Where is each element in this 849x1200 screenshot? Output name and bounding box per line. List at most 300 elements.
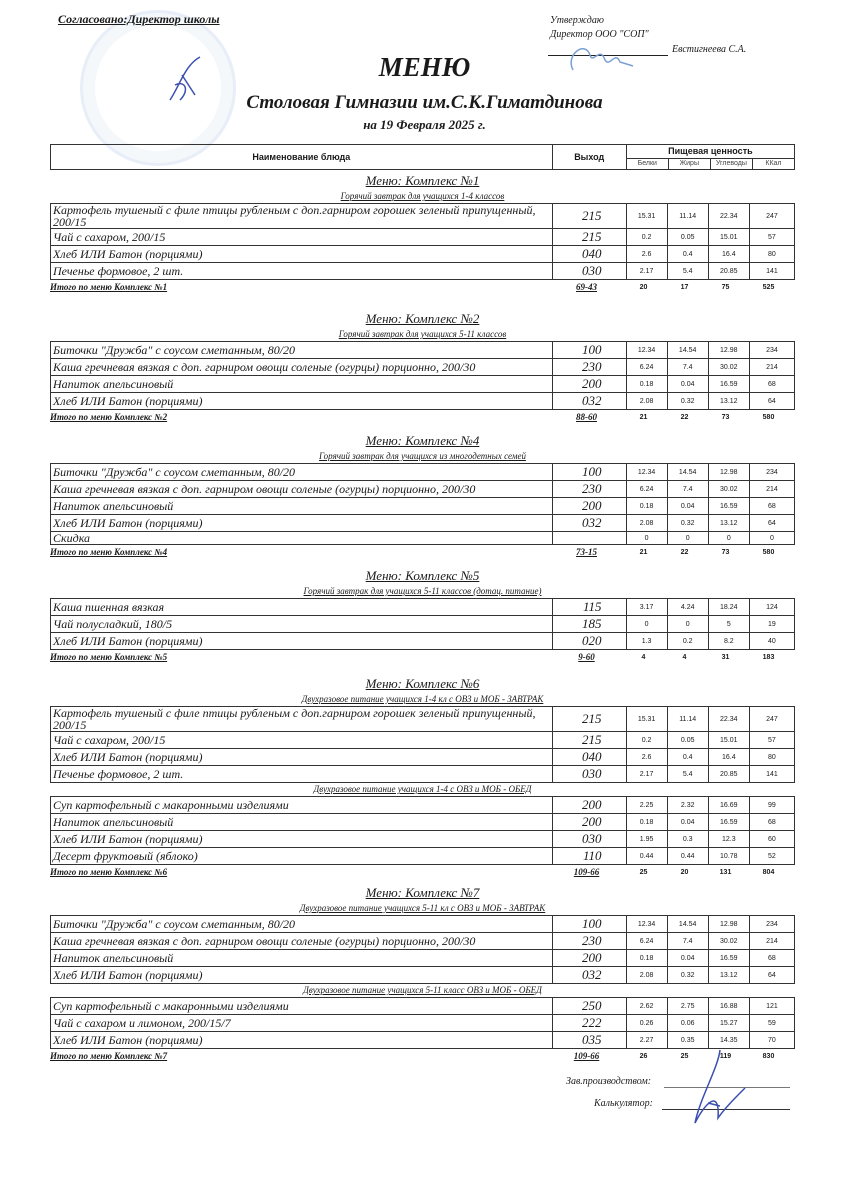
dish-kcal: 68 (749, 814, 794, 831)
dish-output: 030 (553, 263, 626, 280)
complex-title: Меню: Комплекс №2 (365, 311, 480, 326)
dish-output: 215 (553, 732, 626, 749)
dish-name: Печенье формовое, 2 шт. (51, 263, 553, 280)
table-row (51, 481, 795, 498)
dish-fat: 0.04 (667, 376, 708, 393)
dish-fat: 4.24 (667, 599, 708, 616)
total-label: Итого по меню Комплекс №2 (50, 412, 168, 422)
table-header (50, 144, 795, 170)
dish-fat: 7.4 (667, 933, 708, 950)
dish-kcal: 99 (749, 797, 794, 814)
table-row (51, 933, 795, 950)
column-carbs-header: Углеводы (710, 158, 752, 169)
dish-fat: 2.75 (667, 998, 708, 1015)
dish-output: 215 (553, 204, 626, 229)
approval-block (550, 14, 649, 42)
dish-carbs: 8.2 (708, 633, 749, 650)
dish-kcal: 64 (749, 515, 794, 532)
dish-name: Хлеб ИЛИ Батон (порциями) (51, 515, 553, 532)
dish-fat: 0.3 (667, 831, 708, 848)
calculator-signature-icon (690, 1048, 750, 1128)
dish-carbs: 16.4 (708, 246, 749, 263)
column-nutrition-header: Пищевая ценность (626, 145, 794, 159)
table-row (51, 616, 795, 633)
table-row (51, 246, 795, 263)
meal-group-subtitle: Двухразовое питание учащихся 1-4 с ОВЗ и МОБ - ОБЕД (313, 784, 532, 794)
dish-kcal: 124 (749, 599, 794, 616)
dish-protein: 1.3 (626, 633, 667, 650)
table-row (51, 749, 795, 766)
total-price: 109-66 (573, 867, 600, 877)
dish-protein: 12.34 (626, 464, 667, 481)
dish-protein: 12.34 (626, 342, 667, 359)
dish-protein: 0 (626, 532, 667, 545)
dish-kcal: 234 (749, 342, 794, 359)
dish-name: Чай полусладкий, 180/5 (51, 616, 553, 633)
dish-output: 035 (553, 1032, 626, 1049)
approve-line-1: Утверждаю (550, 15, 604, 26)
dish-kcal: 247 (749, 204, 794, 229)
dish-kcal: 64 (749, 393, 794, 410)
calculator-label: Калькулятор: (594, 1098, 653, 1109)
dish-protein: 6.24 (626, 359, 667, 376)
dish-fat: 0.32 (667, 967, 708, 984)
dish-kcal: 68 (749, 498, 794, 515)
dish-output: 032 (553, 393, 626, 410)
dish-protein: 0 (626, 616, 667, 633)
dish-protein: 2.27 (626, 1032, 667, 1049)
table-row (51, 707, 795, 732)
dish-output: 230 (553, 359, 626, 376)
total-label: Итого по меню Комплекс №5 (50, 652, 168, 662)
dish-name: Биточки "Дружба" с соусом сметанным, 80/20 (51, 916, 553, 933)
dish-carbs: 30.02 (708, 359, 749, 376)
dish-output: 032 (553, 515, 626, 532)
total-kcal: 525 (762, 283, 775, 291)
dish-name: Биточки "Дружба" с соусом сметанным, 80/20 (51, 464, 553, 481)
dish-name: Напиток апельсиновый (51, 950, 553, 967)
dish-table (50, 796, 795, 865)
dish-kcal: 19 (749, 616, 794, 633)
dish-name: Чай с сахаром, 200/15 (51, 732, 553, 749)
dish-name: Печенье формовое, 2 шт. (51, 766, 553, 783)
table-row (51, 229, 795, 246)
dish-fat: 11.14 (667, 707, 708, 732)
dish-output: 200 (553, 950, 626, 967)
dish-protein: 1.95 (626, 831, 667, 848)
dish-protein: 0.18 (626, 950, 667, 967)
complex-title: Меню: Комплекс №7 (365, 885, 480, 900)
dish-fat: 0.4 (667, 246, 708, 263)
dish-output: 200 (553, 498, 626, 515)
table-row (51, 998, 795, 1015)
complex-title: Меню: Комплекс №6 (365, 676, 480, 691)
dish-kcal: 57 (749, 229, 794, 246)
table-row (51, 1015, 795, 1032)
dish-output: 230 (553, 481, 626, 498)
dish-fat: 0.32 (667, 515, 708, 532)
dish-name: Суп картофельный с макаронными изделиями (51, 998, 553, 1015)
table-row (51, 766, 795, 783)
dish-fat: 7.4 (667, 481, 708, 498)
complex-total-row (50, 410, 795, 424)
column-protein-header: Белки (626, 158, 668, 169)
dish-name: Картофель тушеный с филе птицы рубленым с доп.гарниром горошек зеленый припущенный, 200/15 (51, 707, 553, 732)
dish-name: Каша гречневая вязкая с доп. гарниром овощи соленые (огурцы) порционно, 200/30 (51, 933, 553, 950)
dish-name: Каша гречневая вязкая с доп. гарниром овощи соленые (огурцы) порционно, 200/30 (51, 481, 553, 498)
dish-table (50, 598, 795, 650)
dish-name: Суп картофельный с макаронными изделиями (51, 797, 553, 814)
dish-carbs: 22.34 (708, 707, 749, 732)
dish-name: Напиток апельсиновый (51, 498, 553, 515)
dish-name: Биточки "Дружба" с соусом сметанным, 80/20 (51, 342, 553, 359)
table-row (51, 814, 795, 831)
dish-carbs: 16.4 (708, 749, 749, 766)
dish-output: 100 (553, 916, 626, 933)
dish-table (50, 341, 795, 410)
dish-kcal: 40 (749, 633, 794, 650)
dish-carbs: 12.3 (708, 831, 749, 848)
dish-kcal: 59 (749, 1015, 794, 1032)
dish-kcal: 52 (749, 848, 794, 865)
school-stamp (80, 10, 236, 166)
dish-protein: 0.18 (626, 814, 667, 831)
table-row (51, 1032, 795, 1049)
total-kcal: 580 (762, 548, 775, 556)
dish-table (50, 203, 795, 280)
total-fat: 22 (680, 548, 689, 556)
dish-output: 032 (553, 967, 626, 984)
dish-protein: 12.34 (626, 916, 667, 933)
dish-name: Хлеб ИЛИ Батон (порциями) (51, 749, 553, 766)
meal-group-subtitle: Двухразовое питание учащихся 1-4 кл с ОВЗ и МОБ - ЗАВТРАК (301, 694, 544, 704)
dish-protein: 2.08 (626, 967, 667, 984)
dish-carbs: 12.98 (708, 916, 749, 933)
dish-protein: 0.18 (626, 376, 667, 393)
total-price: 69-43 (576, 282, 597, 292)
complex-section (50, 567, 795, 664)
dish-kcal: 141 (749, 263, 794, 280)
dish-carbs: 15.01 (708, 732, 749, 749)
dish-output: 020 (553, 633, 626, 650)
dish-table (50, 915, 795, 984)
table-row (51, 967, 795, 984)
total-carbs: 119 (719, 1052, 732, 1060)
total-protein: 20 (639, 283, 648, 291)
dish-output: 200 (553, 797, 626, 814)
dish-name: Десерт фруктовый (яблоко) (51, 848, 553, 865)
total-carbs: 73 (721, 548, 730, 556)
total-kcal: 804 (762, 868, 775, 876)
dish-protein: 6.24 (626, 481, 667, 498)
dish-carbs: 14.35 (708, 1032, 749, 1049)
dish-carbs: 13.12 (708, 967, 749, 984)
dish-name: Каша пшенная вязкая (51, 599, 553, 616)
dish-carbs: 30.02 (708, 933, 749, 950)
dish-fat: 0.32 (667, 393, 708, 410)
complex-total-row (50, 545, 795, 559)
dish-name: Напиток апельсиновый (51, 376, 553, 393)
dish-protein: 2.25 (626, 797, 667, 814)
dish-protein: 2.17 (626, 766, 667, 783)
table-row (51, 797, 795, 814)
dish-fat: 0.04 (667, 950, 708, 967)
dish-kcal: 64 (749, 967, 794, 984)
dish-name: Напиток апельсиновый (51, 814, 553, 831)
dish-kcal: 247 (749, 707, 794, 732)
table-row (51, 359, 795, 376)
dish-carbs: 16.59 (708, 376, 749, 393)
dish-name: Хлеб ИЛИ Батон (порциями) (51, 633, 553, 650)
complex-title: Меню: Комплекс №4 (365, 433, 480, 448)
dish-fat: 0.05 (667, 229, 708, 246)
dish-fat: 0.04 (667, 498, 708, 515)
approve-line-2: Директор ООО "СОП" (550, 29, 649, 40)
dish-name: Хлеб ИЛИ Батон (порциями) (51, 1032, 553, 1049)
dish-name: Скидка (51, 532, 553, 545)
dish-carbs: 0 (708, 532, 749, 545)
dish-protein: 0.18 (626, 498, 667, 515)
canteen-name: Столовая Гимназии им.С.К.Гиматдинова (246, 92, 603, 113)
dish-kcal: 57 (749, 732, 794, 749)
dish-carbs: 18.24 (708, 599, 749, 616)
table-row (51, 732, 795, 749)
dish-fat: 5.4 (667, 766, 708, 783)
total-label: Итого по меню Комплекс №4 (50, 547, 168, 557)
dish-kcal: 214 (749, 933, 794, 950)
dish-output: 100 (553, 342, 626, 359)
dish-fat: 0.35 (667, 1032, 708, 1049)
total-fat: 20 (680, 868, 689, 876)
meal-group-subtitle: Горячий завтрак для учащихся 5-11 классов (338, 329, 507, 339)
dish-name: Чай с сахаром, 200/15 (51, 229, 553, 246)
column-name-header: Наименование блюда (51, 145, 553, 170)
dish-carbs: 20.85 (708, 766, 749, 783)
dish-fat: 0 (667, 532, 708, 545)
dish-fat: 0.44 (667, 848, 708, 865)
dish-table (50, 997, 795, 1049)
table-row (51, 498, 795, 515)
dish-kcal: 141 (749, 766, 794, 783)
dish-fat: 0 (667, 616, 708, 633)
total-price: 109-66 (573, 1051, 600, 1061)
total-label: Итого по меню Комплекс №6 (50, 867, 168, 877)
table-row (51, 532, 795, 545)
total-carbs: 73 (721, 413, 730, 421)
dish-fat: 0.2 (667, 633, 708, 650)
meal-group-subtitle: Двухразовое питание учащихся 5-11 класс ОВЗ и МОБ - ОБЕД (303, 985, 542, 995)
total-carbs: 75 (721, 283, 730, 291)
menu-date: на 19 Февраля 2025 г. (363, 117, 486, 132)
total-protein: 25 (639, 868, 648, 876)
dish-output: 115 (553, 599, 626, 616)
total-carbs: 131 (719, 868, 732, 876)
dish-carbs: 22.34 (708, 204, 749, 229)
meal-group-subtitle: Горячий завтрак для учащихся из многодетных семей (319, 451, 526, 461)
dish-carbs: 5 (708, 616, 749, 633)
total-protein: 4 (641, 653, 646, 661)
dish-carbs: 15.01 (708, 229, 749, 246)
dish-kcal: 0 (749, 532, 794, 545)
dish-kcal: 214 (749, 359, 794, 376)
dish-carbs: 15.27 (708, 1015, 749, 1032)
dish-kcal: 70 (749, 1032, 794, 1049)
dish-table (50, 706, 795, 783)
total-fat: 22 (680, 413, 689, 421)
dish-carbs: 16.69 (708, 797, 749, 814)
dish-protein: 15.31 (626, 707, 667, 732)
dish-carbs: 13.12 (708, 393, 749, 410)
dish-table (50, 463, 795, 545)
dish-carbs: 16.88 (708, 998, 749, 1015)
dish-fat: 0.05 (667, 732, 708, 749)
dish-kcal: 121 (749, 998, 794, 1015)
dish-protein: 0.2 (626, 229, 667, 246)
dish-output: 110 (553, 848, 626, 865)
table-row (51, 831, 795, 848)
column-kcal-header: ККал (752, 158, 794, 169)
dish-name: Хлеб ИЛИ Батон (порциями) (51, 831, 553, 848)
total-fat: 4 (682, 653, 687, 661)
meal-group-subtitle: Двухразовое питание учащихся 5-11 кл с ОВЗ и МОБ - ЗАВТРАК (299, 903, 546, 913)
table-row (51, 204, 795, 229)
dish-fat: 5.4 (667, 263, 708, 280)
table-row (51, 376, 795, 393)
dish-output: 200 (553, 814, 626, 831)
total-kcal: 830 (762, 1052, 775, 1060)
table-row (51, 515, 795, 532)
dish-carbs: 16.59 (708, 814, 749, 831)
dish-fat: 7.4 (667, 359, 708, 376)
dish-protein: 2.6 (626, 749, 667, 766)
dish-protein: 2.08 (626, 515, 667, 532)
dish-fat: 14.54 (667, 464, 708, 481)
dish-output: 040 (553, 246, 626, 263)
agreed-label: Согласовано:Директор школы (58, 12, 220, 26)
meal-group-subtitle: Горячий завтрак для учащихся 5-11 классов (дотац. питание) (303, 586, 542, 596)
dish-output: 230 (553, 933, 626, 950)
dish-fat: 14.54 (667, 916, 708, 933)
dish-carbs: 16.59 (708, 498, 749, 515)
dish-output: 030 (553, 831, 626, 848)
total-kcal: 580 (762, 413, 775, 421)
total-fat: 17 (680, 283, 689, 291)
total-carbs: 31 (721, 653, 730, 661)
dish-carbs: 10.78 (708, 848, 749, 865)
total-kcal: 183 (762, 653, 775, 661)
dish-carbs: 12.98 (708, 342, 749, 359)
dish-output: 185 (553, 616, 626, 633)
dish-output: 030 (553, 766, 626, 783)
dish-carbs: 16.59 (708, 950, 749, 967)
dish-carbs: 12.98 (708, 464, 749, 481)
table-row (51, 848, 795, 865)
table-row (51, 599, 795, 616)
column-output-header: Выход (552, 145, 626, 170)
dish-fat: 2.32 (667, 797, 708, 814)
dish-output: 215 (553, 229, 626, 246)
table-row (51, 916, 795, 933)
complex-total-row (50, 865, 795, 879)
dish-fat: 0.06 (667, 1015, 708, 1032)
dish-carbs: 30.02 (708, 481, 749, 498)
dish-protein: 2.62 (626, 998, 667, 1015)
table-row (51, 464, 795, 481)
complex-total-row (50, 280, 795, 294)
dish-carbs: 20.85 (708, 263, 749, 280)
dish-output (553, 532, 626, 545)
dish-protein: 6.24 (626, 933, 667, 950)
dish-name: Чай с сахаром и лимоном, 200/15/7 (51, 1015, 553, 1032)
table-row (51, 342, 795, 359)
complex-section (50, 884, 795, 1063)
total-protein: 26 (639, 1052, 648, 1060)
dish-name: Хлеб ИЛИ Батон (порциями) (51, 967, 553, 984)
total-price: 73-15 (576, 547, 597, 557)
total-label: Итого по меню Комплекс №7 (50, 1051, 168, 1061)
dish-output: 200 (553, 376, 626, 393)
dish-protein: 15.31 (626, 204, 667, 229)
column-fat-header: Жиры (668, 158, 710, 169)
dish-kcal: 68 (749, 376, 794, 393)
dish-fat: 14.54 (667, 342, 708, 359)
dish-name: Картофель тушеный с филе птицы рубленым с доп.гарниром горошек зеленый припущенный, 200/15 (51, 204, 553, 229)
total-fat: 25 (680, 1052, 689, 1060)
dish-kcal: 234 (749, 916, 794, 933)
total-price: 9-60 (578, 652, 595, 662)
complex-section (50, 432, 795, 559)
dish-protein: 2.17 (626, 263, 667, 280)
dish-name: Хлеб ИЛИ Батон (порциями) (51, 393, 553, 410)
dish-output: 215 (553, 707, 626, 732)
dish-fat: 11.14 (667, 204, 708, 229)
page-title: МЕНЮ (378, 52, 471, 82)
dish-output: 250 (553, 998, 626, 1015)
total-protein: 21 (639, 548, 648, 556)
dish-fat: 0.04 (667, 814, 708, 831)
table-row (51, 950, 795, 967)
dish-protein: 0.44 (626, 848, 667, 865)
table-row (51, 263, 795, 280)
complex-total-row (50, 1049, 795, 1063)
dish-kcal: 214 (749, 481, 794, 498)
total-protein: 21 (639, 413, 648, 421)
complex-total-row (50, 650, 795, 664)
dish-name: Каша гречневая вязкая с доп. гарниром овощи соленые (огурцы) порционно, 200/30 (51, 359, 553, 376)
dish-kcal: 68 (749, 950, 794, 967)
dish-carbs: 13.12 (708, 515, 749, 532)
dish-kcal: 234 (749, 464, 794, 481)
production-head-label: Зав.производством: (566, 1076, 652, 1087)
table-row (51, 633, 795, 650)
dish-output: 100 (553, 464, 626, 481)
total-label: Итого по меню Комплекс №1 (50, 282, 168, 292)
dish-protein: 3.17 (626, 599, 667, 616)
dish-protein: 2.6 (626, 246, 667, 263)
dish-protein: 2.08 (626, 393, 667, 410)
dish-kcal: 80 (749, 749, 794, 766)
complex-title: Меню: Комплекс №1 (365, 173, 480, 188)
complex-section (50, 675, 795, 879)
dish-kcal: 80 (749, 246, 794, 263)
dish-fat: 0.4 (667, 749, 708, 766)
dish-protein: 0.26 (626, 1015, 667, 1032)
complex-section (50, 310, 795, 424)
meal-group-subtitle: Горячий завтрак для учащихся 1-4 классов (340, 191, 505, 201)
dish-name: Хлеб ИЛИ Батон (порциями) (51, 246, 553, 263)
dish-kcal: 60 (749, 831, 794, 848)
dish-output: 040 (553, 749, 626, 766)
